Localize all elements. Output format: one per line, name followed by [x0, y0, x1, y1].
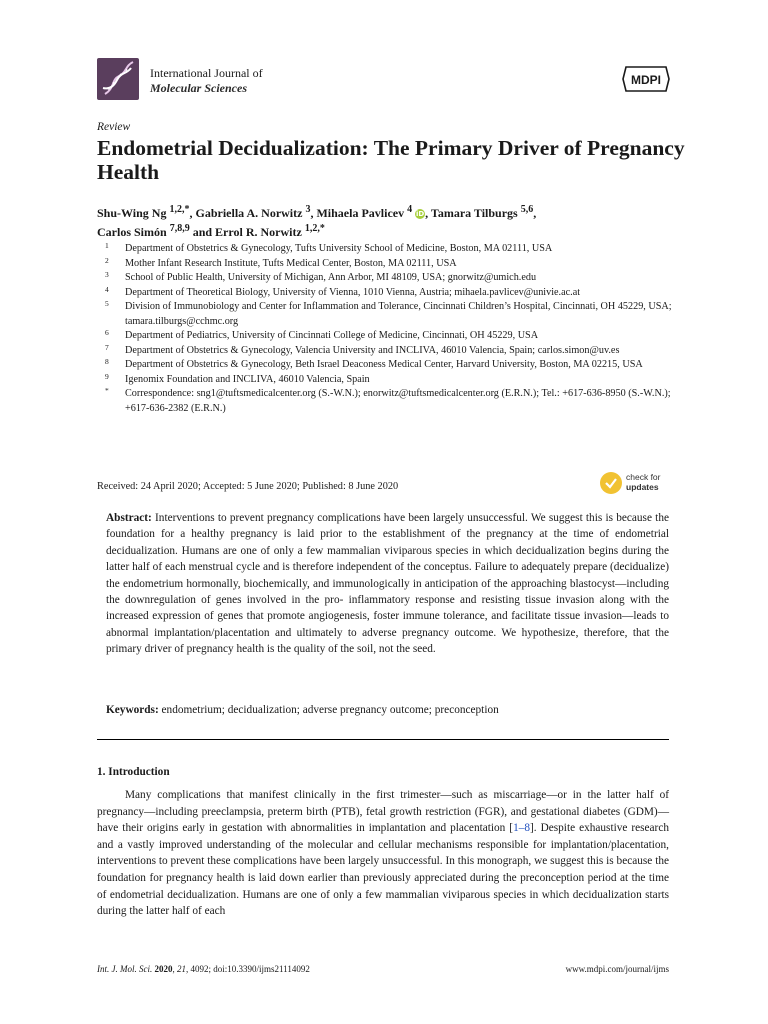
affiliation-number: 6: [105, 328, 109, 337]
section-title-introduction: 1. Introduction: [97, 766, 170, 778]
author-name: Gabriella A. Norwitz: [195, 206, 303, 220]
journal-name-line2: Molecular Sciences: [150, 81, 247, 95]
check-updates-text: [626, 472, 661, 492]
citation-journal: Int. J. Mol. Sci.: [97, 964, 153, 974]
keywords: [106, 704, 669, 716]
author-name: Shu-Wing Ng: [97, 206, 167, 220]
affiliation-number: 4: [105, 284, 109, 294]
affiliation-number: 1: [105, 241, 109, 250]
affiliation-text: Department of Pediatrics, University of Cincinnati College of Medicine, Cincinnati, OH 45229, USA: [125, 330, 539, 341]
introduction-paragraph: [97, 787, 669, 920]
author-name: Errol R. Norwitz: [215, 225, 302, 239]
check-for-updates-badge[interactable]: [600, 470, 680, 496]
abstract: [106, 510, 669, 658]
citation-link[interactable]: 1–8: [513, 822, 531, 835]
affiliation-number: *: [105, 386, 109, 395]
check-updates-line2: updates: [626, 482, 659, 492]
affiliation: [97, 344, 677, 359]
journal-name-line1: International Journal of: [150, 66, 263, 80]
affiliation-number: 7: [105, 342, 109, 352]
author-affil: 3: [305, 204, 311, 215]
affiliation-number: 2: [105, 255, 109, 265]
citation-rest: , 4092; doi:10.3390/ijms21114092: [186, 964, 310, 974]
author-affil: 1,2,*: [169, 204, 190, 215]
affiliation-number: 8: [105, 357, 109, 366]
correspondence: [97, 387, 677, 416]
publication-dates: Received: 24 April 2020; Accepted: 5 June 2020; Published: 8 June 2020: [97, 481, 399, 492]
author-name: Carlos Simón: [97, 225, 167, 239]
affiliation: [97, 286, 677, 301]
affiliation-list: [97, 242, 677, 416]
abstract-text: Interventions to prevent pregnancy complications have been largely unsuccessful. We suggest this is because the foundation for a healthy pregnancy is laid prior to the establishment of the pregnancy at the time of endometrial decidualization. Humans are one of only a few mammalian viviparous species in which decidualization begins during the latter half of each menstrual cycle and is therefore independent of the conceptus. Failure to adequately prepare (decidualize) the endometrium hormonally, biochemically, and immunologically in anticipation of the approaching blastocyst—including the downregulation of genes involved in the pro- inflammatory response and resisting tissue invasion along with the increased expression of genes that promote angiogenesis, foster immune tolerance, and facilitate tissue invasion—leads to abnormal implantation/placentation and ultimately to adverse pregnancy outcome. We hypothesize, therefore, that the primary driver of pregnancy health is the quality of the soil, not the seed.: [106, 512, 669, 656]
affiliation-text: Department of Obstetrics & Gynecology, Beth Israel Deaconess Medical Center, Harvard University, Boston, MA 02215, USA: [125, 359, 643, 370]
citation-volume: 21: [177, 964, 186, 974]
section-divider: [97, 739, 669, 740]
article-type: Review: [97, 121, 131, 133]
citation-year: 2020: [154, 964, 173, 974]
author-name: Tamara Tilburgs: [430, 206, 518, 220]
journal-logo: [97, 58, 139, 100]
author-list: Shu-Wing Ng $^{1,2,*}$, Gabriella A. Norwitz $^3$, Mihaela Pavlicev $^4$ iD, Tamara Tilburgs $^{5,6}$, Carlos Simón $^{7,8,9}$ and Errol R. Norwitz $^{1,2,*}$: [97, 204, 537, 239]
affiliation: [97, 373, 677, 388]
author-affil: 5,6: [520, 204, 534, 215]
affiliation-text: Igenomix Foundation and INCLIVA, 46010 Valencia, Spain: [125, 373, 370, 385]
affiliation-text: Department of Theoretical Biology, University of Vienna, 1010 Vienna, Austria; mihaela.pavlicev@univie.ac.at: [125, 286, 581, 298]
affiliation: [97, 358, 677, 373]
publisher-name: MDPI: [631, 73, 661, 87]
footer-url[interactable]: www.mdpi.com/journal/ijms: [565, 964, 669, 974]
author-affil: 4: [407, 204, 413, 215]
author-affil: 7,8,9: [169, 223, 190, 234]
affiliation-text: School of Public Health, University of Michigan, Ann Arbor, MI 48109, USA; gnorwitz@umich.edu: [125, 272, 537, 283]
article-title: Endometrial Decidualization: The Primary Driver of Pregnancy Health: [97, 136, 685, 184]
affiliation-text: Mother Infant Research Institute, Tufts Medical Center, Boston, MA 02111, USA: [125, 257, 457, 269]
affiliation: [97, 271, 677, 286]
author-affil: 1,2,*: [304, 223, 325, 234]
author-and: and: [192, 225, 213, 239]
abstract-label: Abstract:: [106, 512, 152, 524]
affiliation-text: Department of Obstetrics & Gynecology, Valencia University and INCLIVA, 46010 Valencia, Spain; carlos.simon@uv.es: [125, 344, 620, 356]
footer-citation: Int. J. Mol. Sci. 2020, 21, 4092; doi:10.3390/ijms21114092: [97, 964, 310, 974]
check-updates-line1: check for: [626, 472, 661, 482]
author-name: Mihaela Pavlicev: [316, 206, 405, 220]
affiliation: [97, 257, 677, 272]
affiliation: [97, 300, 677, 329]
correspondence-text: Correspondence: sng1@tuftsmedicalcenter.org (S.-W.N.); enorwitz@tuftsmedicalcenter.org (E.R.N.); Tel.: +617-636-8950 (S.-W.N.); +617-636-2382 (E.R.N.): [125, 388, 671, 414]
mdpi-logo: [614, 66, 670, 97]
keywords-text: endometrium; decidualization; adverse pregnancy outcome; preconception: [161, 704, 499, 716]
keywords-label: Keywords:: [106, 704, 159, 716]
affiliation-text: Division of Immunobiology and Center for Inflammation and Tolerance, Cincinnati Children’s Hospital, Cincinnati, OH 45229, USA; tamara.tilburgs@cchmc.org: [125, 301, 672, 327]
affiliation: [97, 329, 677, 344]
intro-text: Many complications that manifest clinically in the first trimester—such as miscarriage—or in the latter half of pregnancy—including preeclampsia, preterm birth (PTB), fetal growth restriction (FGR), and gestational diabetes (GDM)—have their origins early in gestation with abnormalities in implantation and placentation [: [97, 789, 669, 835]
affiliation: [97, 242, 677, 257]
affiliation-number: 9: [105, 371, 109, 381]
intro-text: ]. Despite exhaustive research and a vastly improved understanding of the molecular and cellular mechanisms responsible for implantation/placentation, interventions to prevent these complications have been largely unsuccessful. In this monograph, we suggest this is because the foundation for pregnancy health is laid down earlier than previously appreciated during the preconception period at the time of endometrial decidualization. Humans are one of only a few mammalian viviparous species in which decidualization starts during the latter half of each: [97, 822, 669, 918]
affiliation-number: 3: [105, 270, 109, 279]
orcid-icon[interactable]: iD: [416, 210, 425, 218]
check-updates-icon: [600, 472, 622, 494]
affiliation-text: Department of Obstetrics & Gynecology, Tufts University School of Medicine, Boston, MA 02111, USA: [125, 243, 553, 254]
dna-helix-icon: [97, 58, 139, 100]
affiliation-number: 5: [105, 299, 109, 308]
journal-name: [150, 66, 263, 96]
